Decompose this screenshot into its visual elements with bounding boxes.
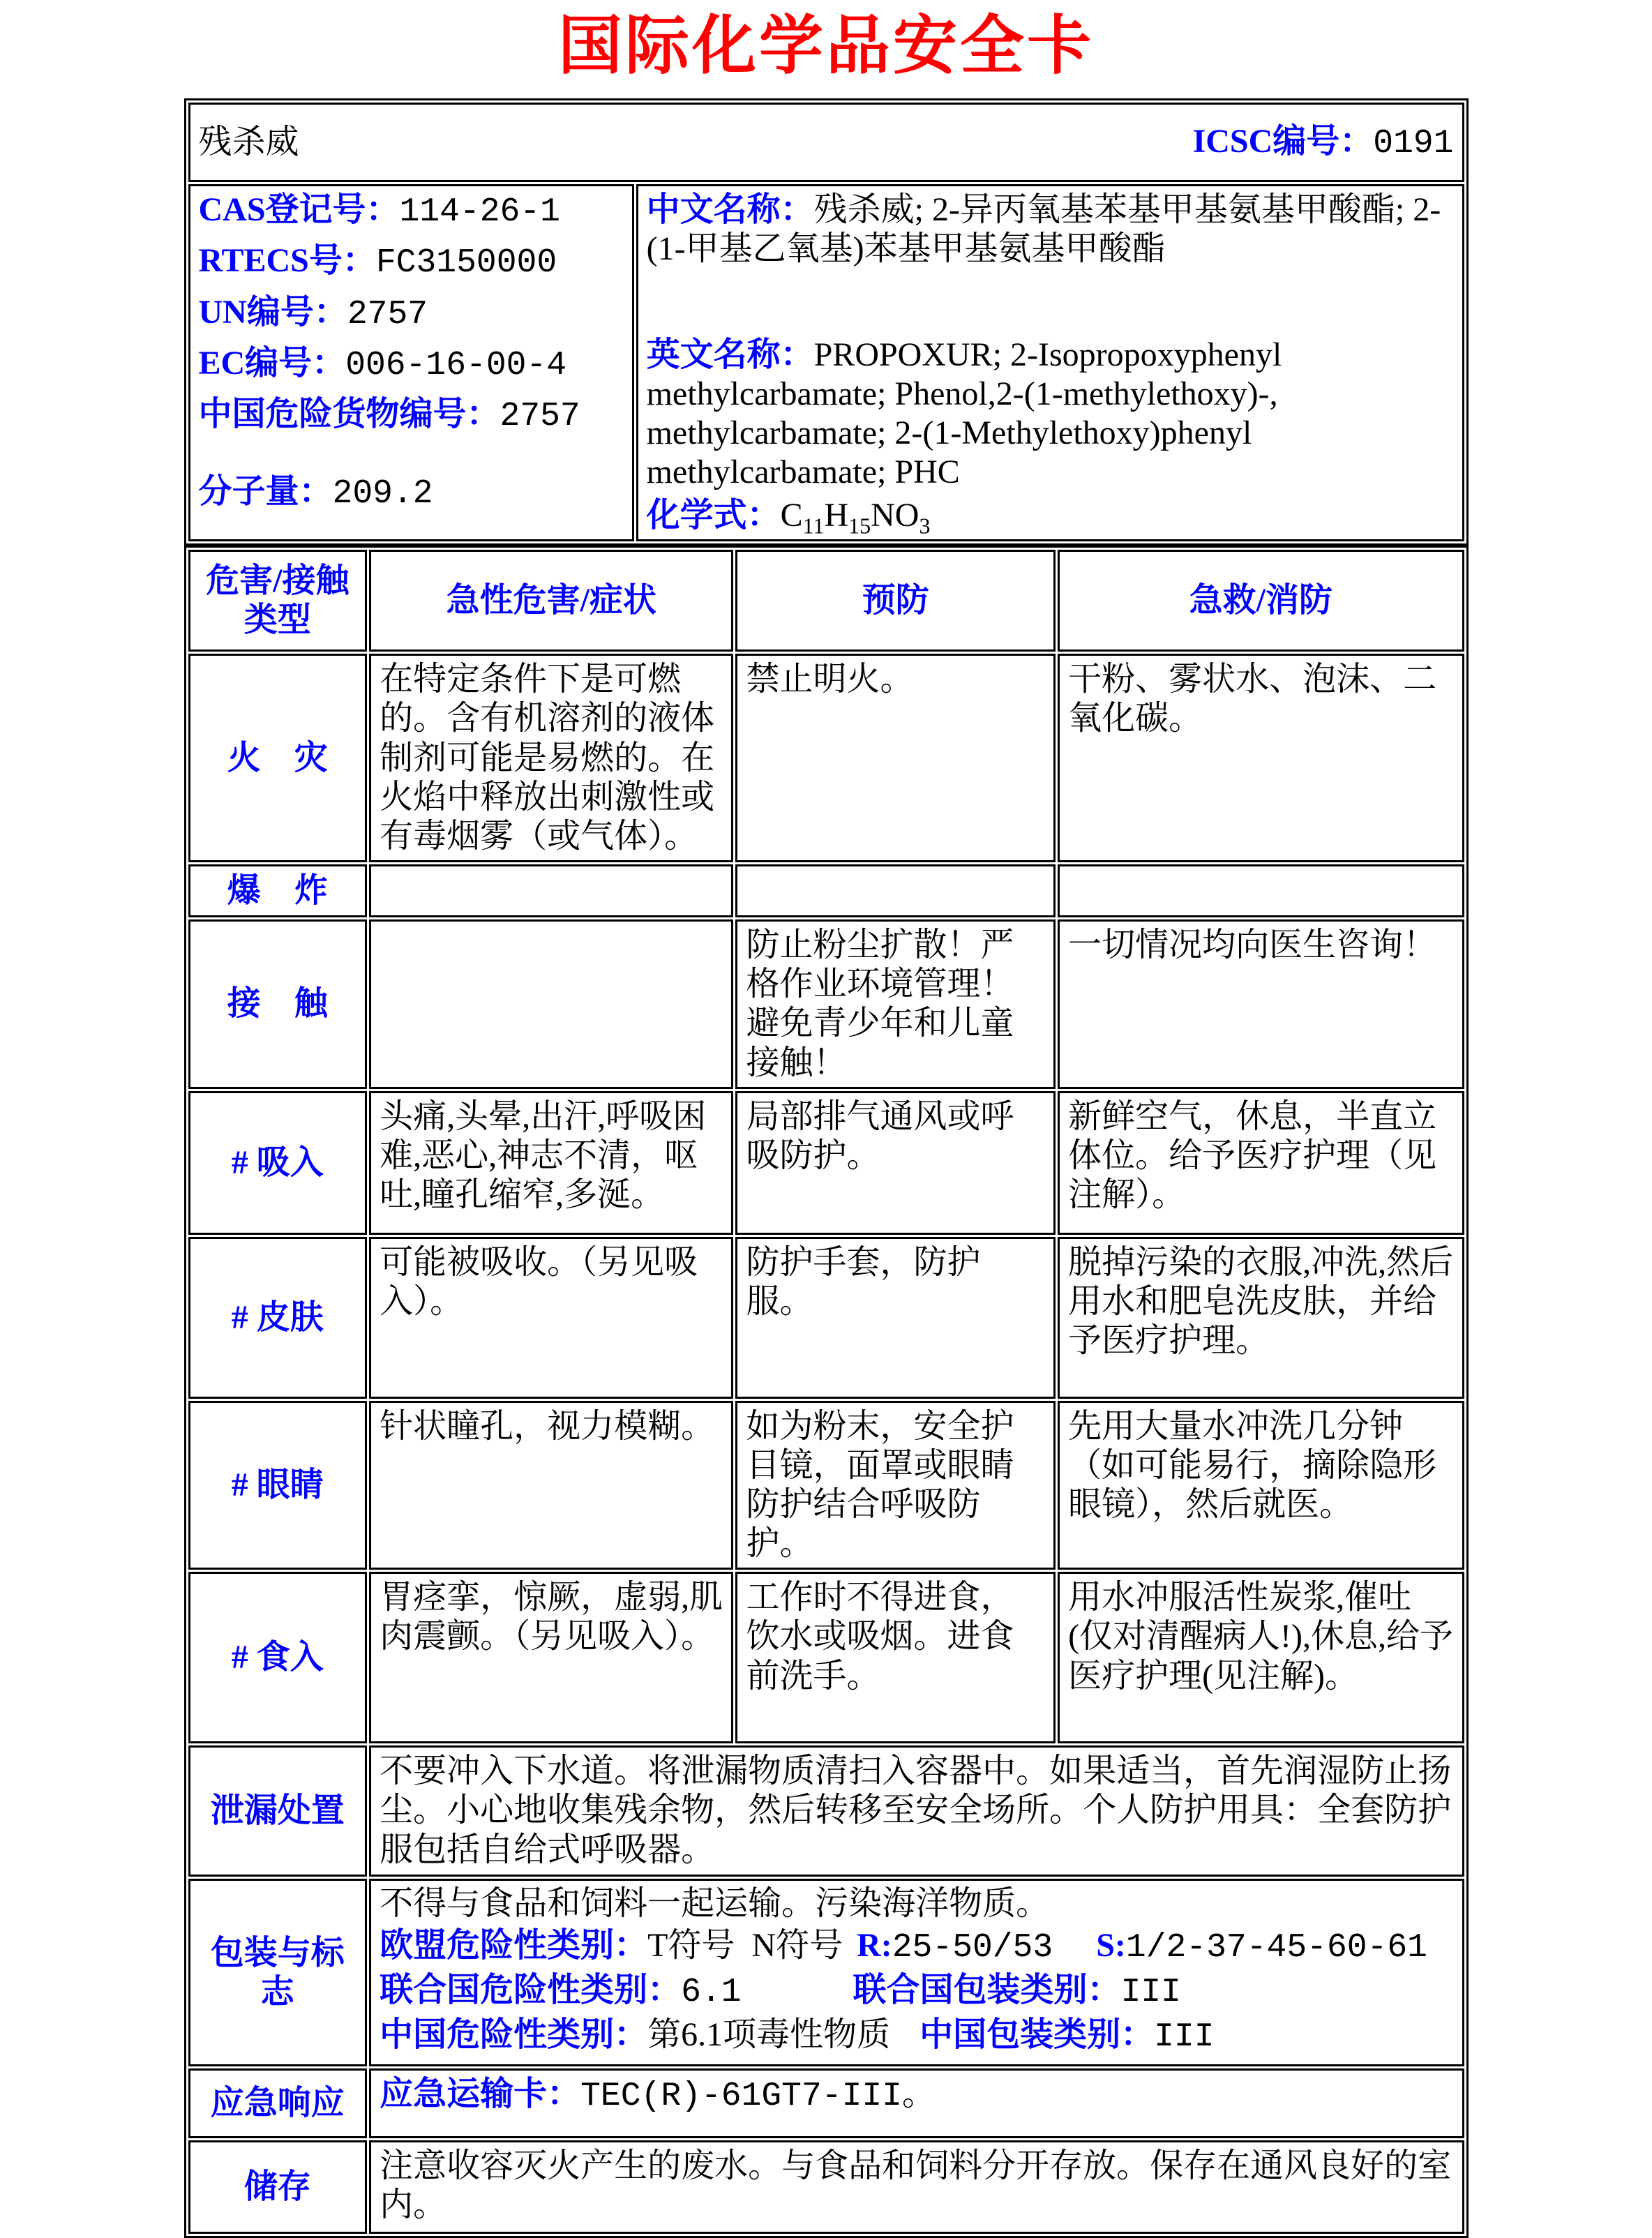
icsc-label: ICSC编号： [1192, 122, 1374, 160]
china-dg-number-line [199, 395, 624, 436]
chemical-formula: $C_{11}H_{15}NO_3$ [780, 497, 931, 539]
hazard-type-eyes: # 眼睛 [188, 1401, 368, 1570]
contact-symptoms [369, 919, 733, 1089]
ec-value: 006-16-00-4 [345, 346, 567, 384]
china-dg-label: 中国危险货物编号： [198, 395, 500, 433]
spill-text: 不要冲入下水道。将泄漏物质清扫入容器中。如果适当，首先润湿防止扬尘。小心地收集残余物，然后转移至安全场所。个人防护用具：全套防护服包括自给式呼吸器。 [369, 1745, 1464, 1877]
molar-mass-label: 分子量： [198, 472, 333, 510]
chinese-name-block [647, 190, 1454, 269]
emergency-label: 应急响应 [188, 2068, 368, 2138]
inhalation-prevention: 局部排气通风或呼吸防护。 [735, 1091, 1056, 1235]
column-header-symptoms: 急性危害/症状 [369, 550, 733, 652]
chinese-name-value: 残杀威; 2-异丙氧基苯基甲基氨基甲酸酯; 2-(1-甲基乙氧基)苯基甲基氨基甲酸酯 [646, 191, 1441, 268]
contact-prevention: 防止粉尘扩散！严格作业环境管理！避免青少年和儿童接触！ [735, 919, 1056, 1089]
r-phrase-label: R: [857, 1927, 892, 1965]
english-name-value: PROPOXUR; 2-Isopropoxyphenyl methylcarbamate; Phenol,2-(1-methylethoxy)-, methylcarbamate; 2-(1-Methylethoxy)phenyl methylcarbamate; PHC [646, 336, 1282, 490]
un-pack-value: III [1120, 1973, 1181, 2011]
inhalation-symptoms: 头痛,头晕,出汗,呼吸困难,恶心,神志不清，呕吐,瞳孔缩窄,多涎。 [369, 1091, 733, 1235]
icsc-group [1193, 122, 1454, 163]
eyes-prevention: 如为粉末，安全护目镜，面罩或眼睛防护结合呼吸防护。 [735, 1401, 1056, 1570]
packaging-cell [369, 1879, 1464, 2066]
rtecs-value: FC3150000 [375, 244, 557, 283]
explosion-symptoms [369, 864, 733, 917]
substance-name: 残杀威 [198, 123, 299, 161]
r-phrase-value: 25-50/53 [892, 1929, 1053, 1967]
page-title: 国际化学品安全卡 [557, 10, 1094, 82]
storage-label: 储存 [188, 2140, 368, 2234]
transport-card-value: TEC(R)-61GT7-III。 [580, 2078, 936, 2116]
emergency-row [188, 2068, 1464, 2138]
un-class-value: 6.1 [681, 1973, 742, 2011]
fire-firstaid: 干粉、雾状水、泡沫、二氧化碳。 [1058, 654, 1464, 862]
packaging-label: 包装与标志 [188, 1879, 368, 2066]
hazard-type-inhalation: # 吸入 [188, 1091, 368, 1235]
safety-card-page [0, 11, 1652, 2238]
english-name-block [647, 336, 1454, 493]
english-name-label: 英文名称： [646, 336, 814, 373]
ingestion-firstaid: 用水冲服活性炭浆,催吐(仅对清醒病人!),休息,给予医疗护理(见注解)。 [1058, 1572, 1464, 1743]
eyes-firstaid: 先用大量水冲洗几分钟（如可能易行，摘除隐形眼镜），然后就医。 [1058, 1401, 1464, 1570]
un-value: 2757 [347, 295, 428, 333]
hazard-type-explosion: 爆 炸 [188, 864, 368, 917]
cn-pack-value: III [1154, 2018, 1215, 2056]
identifiers-cell [188, 184, 634, 541]
spill-row [188, 1745, 1464, 1877]
fire-prevention: 禁止明火。 [735, 654, 1056, 862]
rtecs-label: RTECS号： [198, 242, 376, 280]
cn-class-value: 第6.1项毒性物质 [647, 2015, 891, 2053]
column-header-type: 危害/接触 类型 [188, 550, 368, 652]
hazard-row-skin [188, 1237, 1464, 1399]
un-label: UN编号： [198, 293, 347, 331]
formula-label: 化学式： [646, 497, 781, 534]
packaging-transport-note: 不得与食品和饲料一起运输。污染海洋物质。 [380, 1885, 1050, 1923]
eu-class-label: 欧盟危险性类别： [380, 1927, 648, 1965]
ec-label: EC编号： [198, 344, 346, 382]
hazard-row-ingestion [188, 1572, 1464, 1743]
storage-row [188, 2140, 1464, 2234]
spill-label: 泄漏处置 [188, 1745, 368, 1877]
hazard-type-contact: 接 触 [188, 919, 368, 1089]
card-container [184, 98, 1469, 2238]
transport-card-label: 应急运输卡： [380, 2075, 581, 2113]
molar-mass-value: 209.2 [332, 474, 433, 513]
emergency-cell [369, 2068, 1464, 2138]
column-header-prevention: 预防 [735, 550, 1056, 652]
icsc-number: 0191 [1373, 124, 1454, 163]
hazard-row-contact [188, 919, 1464, 1089]
hazard-row-eyes [188, 1401, 1464, 1570]
molar-mass-line [199, 472, 624, 513]
ec-number-line [199, 344, 624, 385]
explosion-firstaid [1058, 864, 1464, 917]
inhalation-firstaid: 新鲜空气，休息，半直立体位。给予医疗护理（见注解）。 [1058, 1091, 1464, 1235]
name-cell [188, 103, 1464, 182]
ingestion-prevention: 工作时不得进食，饮水或吸烟。进食前洗手。 [735, 1572, 1056, 1743]
hazard-row-fire [188, 654, 1464, 862]
un-pack-label: 联合国包装类别： [853, 1971, 1121, 2008]
china-dg-value: 2757 [500, 397, 580, 435]
column-header-firefighting: 急救/消防 [1058, 550, 1464, 652]
un-number-line [199, 293, 624, 334]
packaging-row [188, 1879, 1464, 2066]
hazard-type-ingestion: # 食入 [188, 1572, 368, 1743]
explosion-prevention [735, 864, 1056, 917]
header-table [184, 98, 1469, 546]
name-row [188, 103, 1464, 182]
skin-symptoms: 可能被吸收。（另见吸入）。 [369, 1237, 733, 1399]
skin-prevention: 防护手套，防护服。 [735, 1237, 1056, 1399]
s-phrase-label: S: [1096, 1927, 1126, 1965]
packaging-cn-line [380, 2016, 1453, 2057]
s-phrase-value: 1/2-37-45-60-61 [1125, 1929, 1427, 1967]
hazard-row-inhalation [188, 1091, 1464, 1235]
fire-symptoms: 在特定条件下是可燃的。含有机溶剂的液体制剂可能是易燃的。在火焰中释放出刺激性或有毒烟雾（或气体）。 [369, 654, 733, 862]
eu-class-value: T符号 N符号 [647, 1927, 843, 1965]
packaging-un-line [380, 1972, 1453, 2012]
hazard-type-skin: # 皮肤 [188, 1237, 368, 1399]
cas-label: CAS登记号： [198, 191, 400, 229]
contact-firstaid: 一切情况均向医生咨询！ [1058, 919, 1464, 1089]
cas-number-line [199, 190, 624, 232]
packaging-eu-line [380, 1927, 1453, 1967]
eyes-symptoms: 针状瞳孔，视力模糊。 [369, 1401, 733, 1570]
formula-block [646, 496, 1454, 539]
un-class-label: 联合国危险性类别： [380, 1971, 682, 2008]
hazard-type-fire: 火 灾 [188, 654, 368, 862]
cn-pack-label: 中国包装类别： [919, 2015, 1155, 2053]
hazard-row-explosion [188, 864, 1464, 917]
cn-class-label: 中国危险性类别： [380, 2015, 648, 2053]
rtecs-number-line [199, 241, 624, 283]
skin-firstaid: 脱掉污染的衣服,冲洗,然后用水和肥皂洗皮肤，并给予医疗护理。 [1058, 1237, 1464, 1399]
storage-text: 注意收容灭火产生的废水。与食品和饲料分开存放。保存在通风良好的室内。 [369, 2140, 1464, 2234]
ingestion-symptoms: 胃痉挛，惊厥，虚弱,肌肉震颤。（另见吸入）。 [369, 1572, 733, 1743]
hazard-header-row [188, 550, 1464, 652]
cas-value: 114-26-1 [399, 193, 560, 232]
hazard-table [184, 546, 1469, 2238]
names-cell [636, 184, 1464, 541]
identifier-row [188, 184, 1464, 541]
chinese-name-label: 中文名称： [646, 191, 814, 229]
